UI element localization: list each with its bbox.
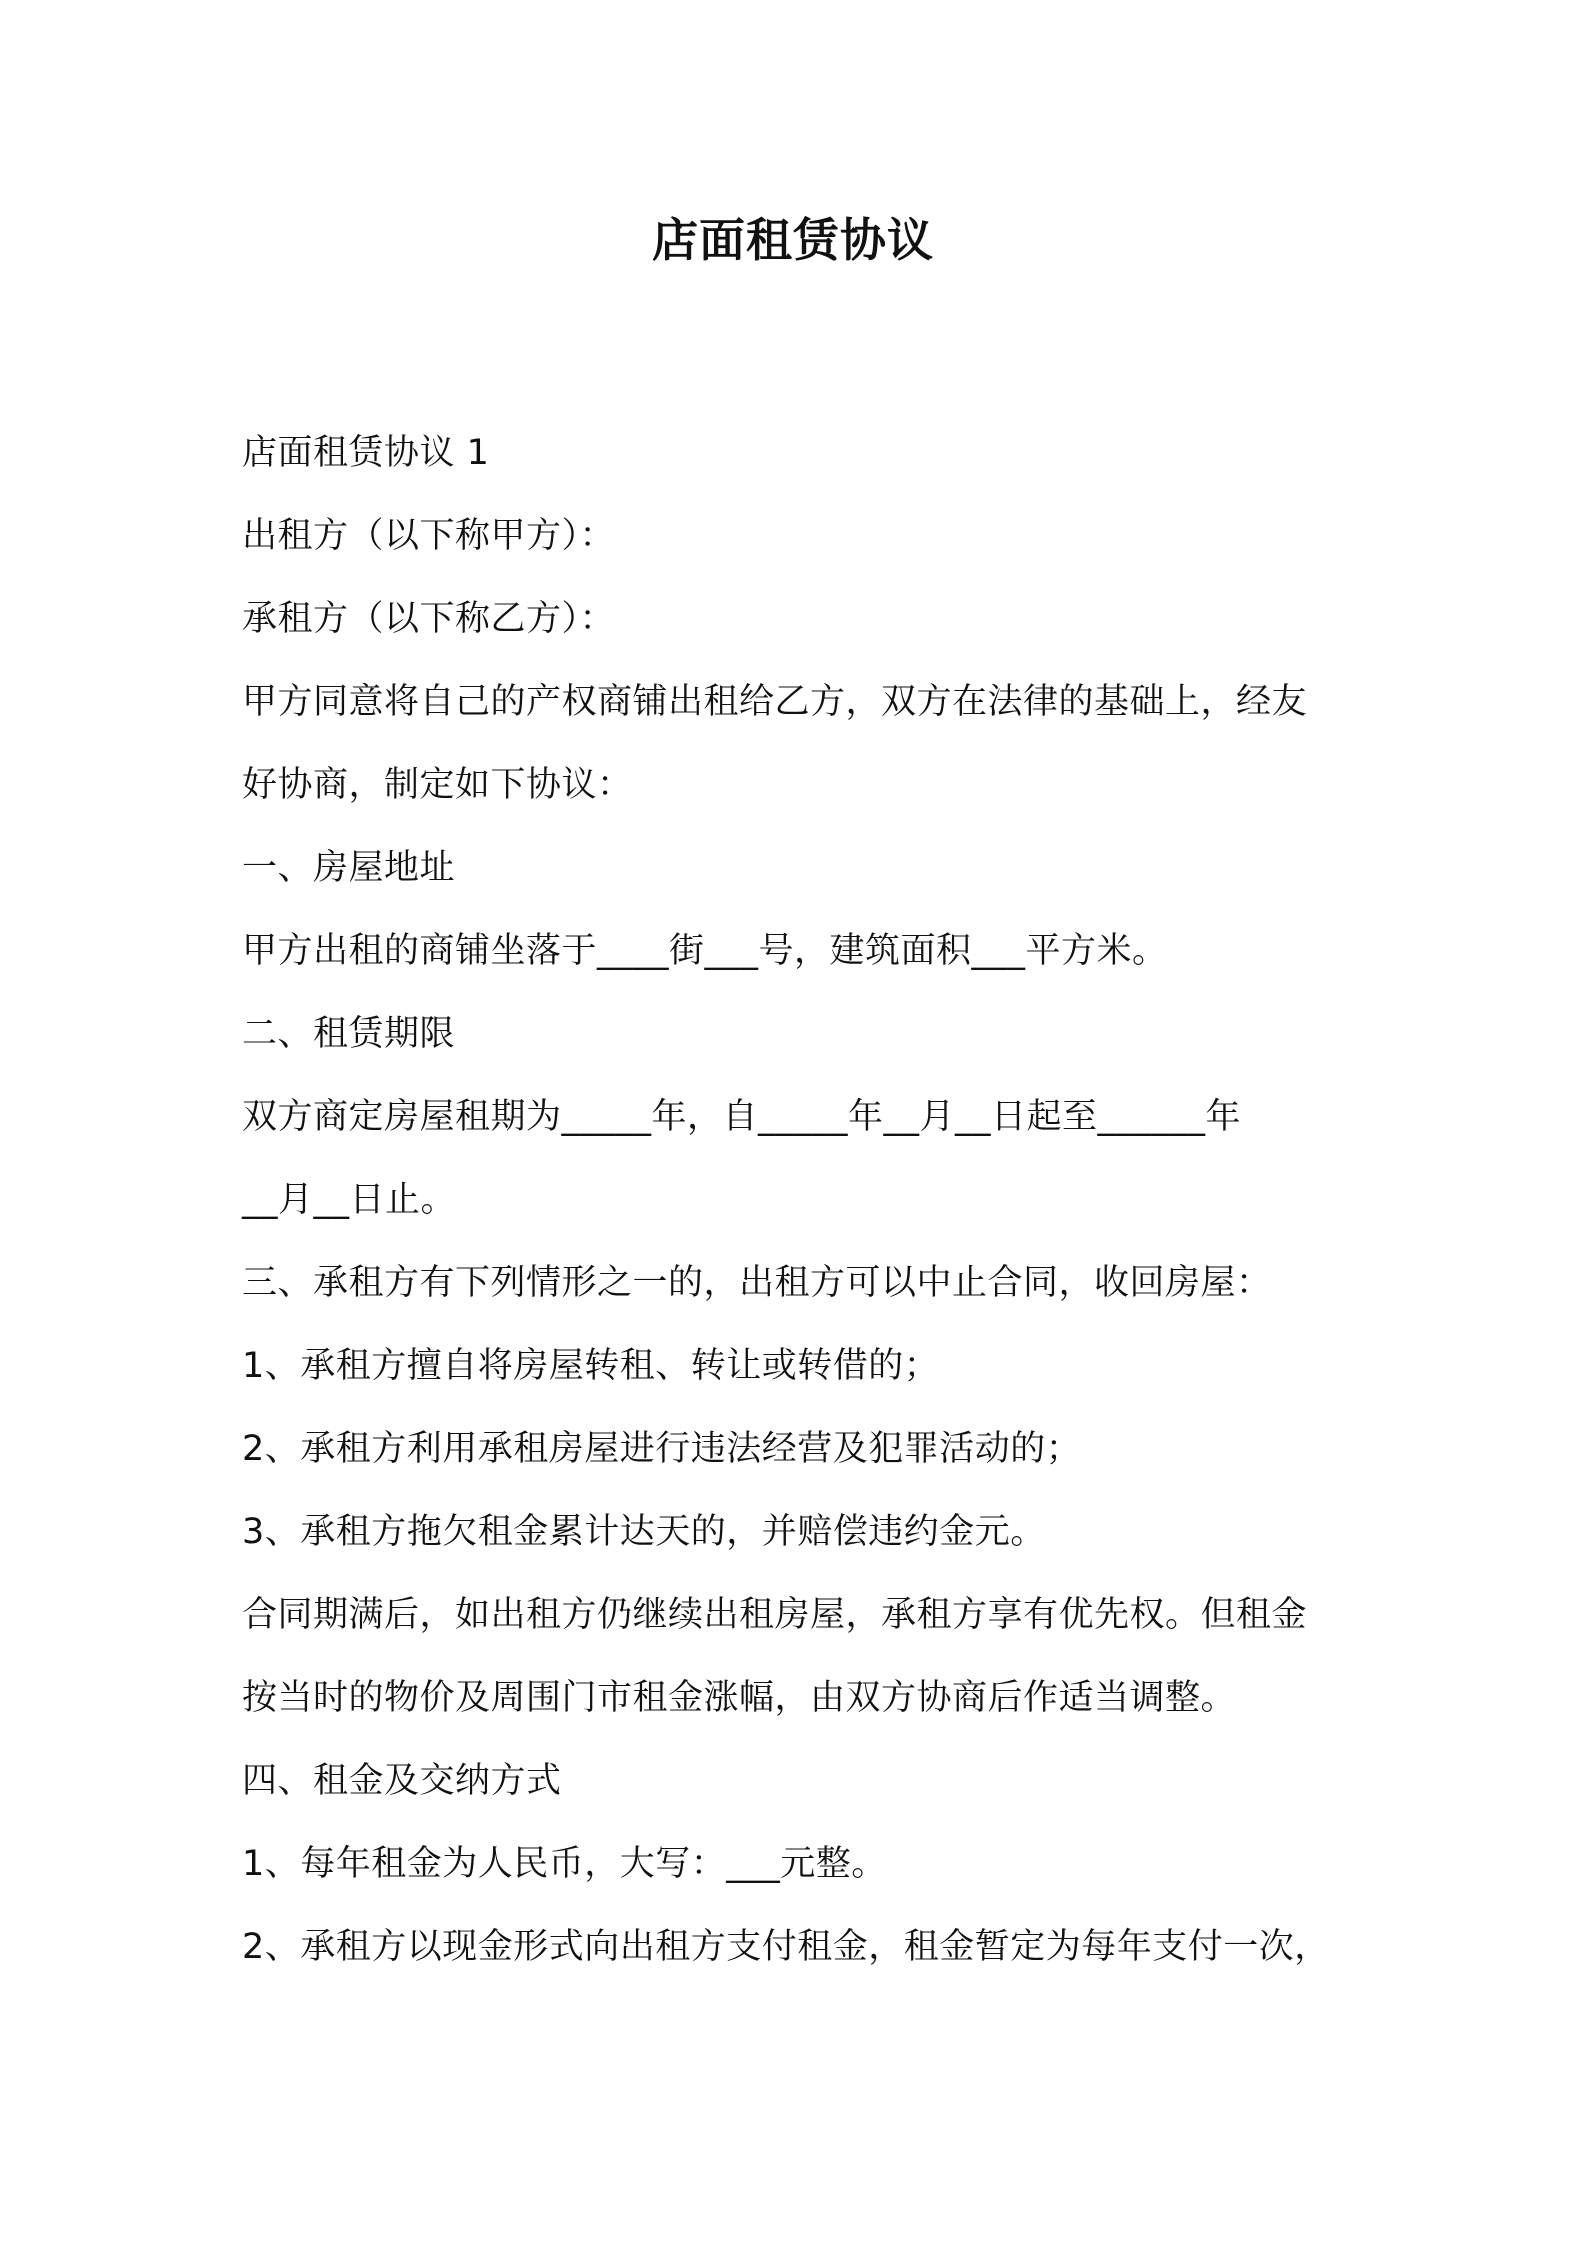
list-item: 2、承租方以现金形式向出租方支付租金，租金暂定为每年支付一次， <box>242 1927 1330 1967</box>
paragraph-line: 合同期满后，如出租方仍继续出租房屋，承租方享有优先权。但租金 <box>242 1595 1308 1635</box>
lessee-line: 承租方（以下称乙方）： <box>242 599 616 639</box>
section-heading-address: 一、房屋地址 <box>242 848 456 888</box>
document-body <box>242 412 1362 1989</box>
section-heading-term: 二、租赁期限 <box>242 1014 456 1054</box>
paragraph-line: 甲方同意将自己的产权商铺出租给乙方，双方在法律的基础上，经友 <box>242 682 1308 722</box>
section-heading-agreement-1: 店面租赁协议 1 <box>242 433 490 473</box>
section-heading-termination: 三、承租方有下列情形之一的，出租方可以中止合同，收回房屋： <box>242 1263 1272 1303</box>
list-item: 1、每年租金为人民币，大写：___元整。 <box>242 1844 887 1884</box>
paragraph-line: 按当时的物价及周围门市租金涨幅，由双方协商后作适当调整。 <box>242 1678 1237 1718</box>
document-title: 店面租赁协议 <box>652 213 934 267</box>
list-item: 3、承租方拖欠租金累计达天的，并赔偿违约金元。 <box>242 1512 1046 1552</box>
list-item: 1、承租方擅自将房屋转租、转让或转借的； <box>242 1346 940 1386</box>
list-item: 2、承租方利用承租房屋进行违法经营及犯罪活动的； <box>242 1429 1082 1469</box>
paragraph-line: 双方商定房屋租期为_____年，自_____年__月__日起至______年 <box>242 1097 1242 1137</box>
section-heading-rent: 四、租金及交纳方式 <box>242 1761 562 1801</box>
lessor-line: 出租方（以下称甲方）： <box>242 516 616 556</box>
paragraph-line: 甲方出租的商铺坐落于____街___号，建筑面积___平方米。 <box>242 931 1168 971</box>
paragraph-line: __月__日止。 <box>242 1180 457 1220</box>
paragraph-line: 好协商，制定如下协议： <box>242 765 633 805</box>
